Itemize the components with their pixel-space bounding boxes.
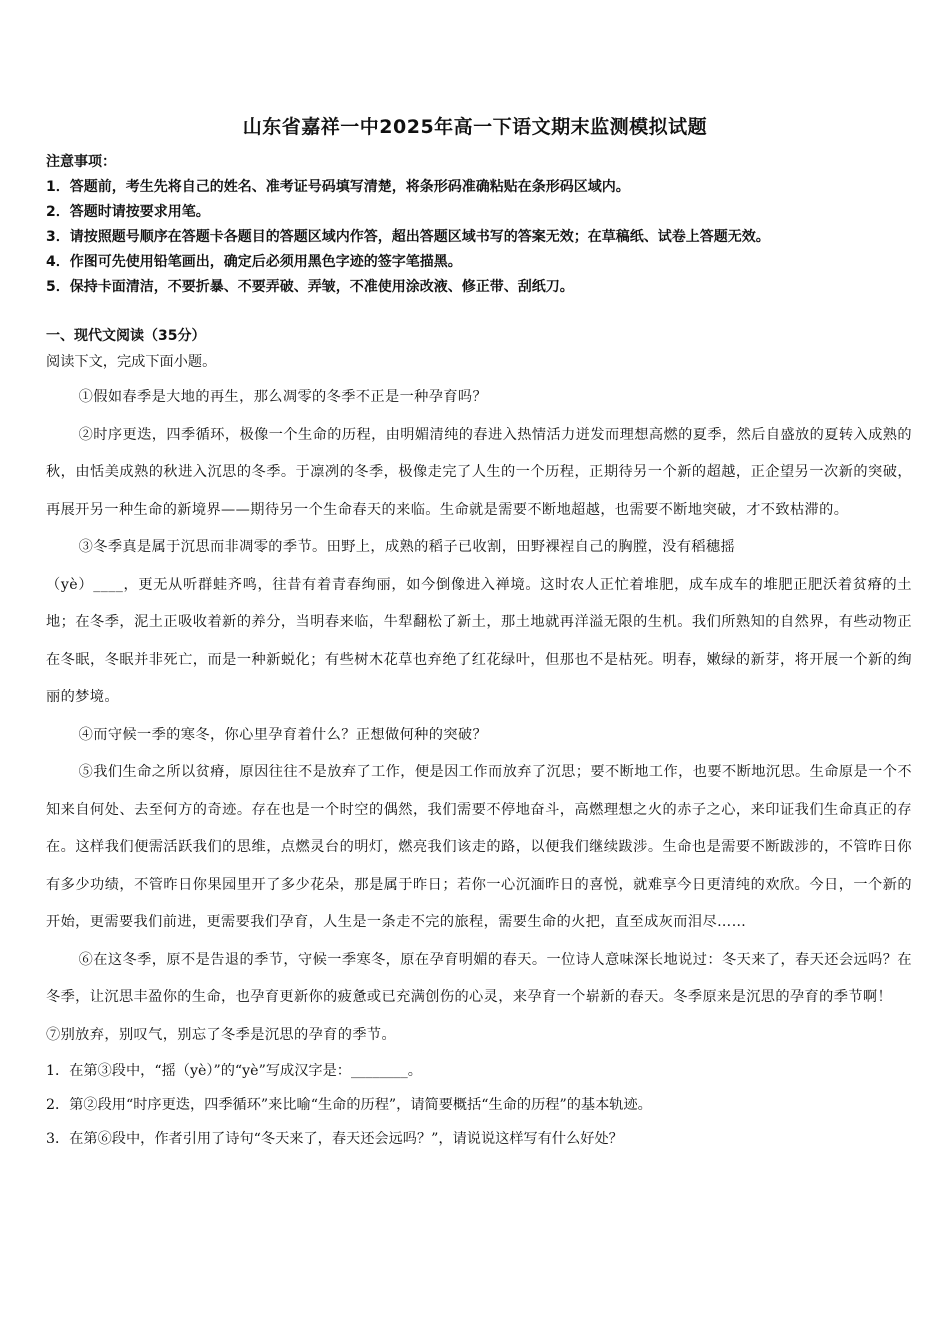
notice-item: 3．请按照题号顺序在答题卡各题目的答题区域内作答，超出答题区域书写的答案无效；在草稿纸、试卷上答题无效。	[46, 229, 770, 245]
question-item: 3．在第⑥段中，作者引用了诗句“冬天来了，春天还会远吗？”，请说说这样写有什么好处？	[46, 1131, 623, 1147]
section-instruction: 阅读下文，完成下面小题。	[46, 354, 217, 370]
passage-paragraph: ③冬季真是属于沉思而非凋零的季节。田野上，成熟的稻子已收割，田野裸裎自己的胸膛，没有稻穗摇	[78, 539, 736, 555]
passage-paragraph: ⑤我们生命之所以贫瘠，原因往往不是放弃了工作，便是因工作而放弃了沉思；要不断地工作，也要不断地沉思。生命原是一个不知来自何处、去至何方的奇迹。存在也是一个时空的偶然，我们需要不停地奋斗，高燃理想之火的赤子之心，来印证我们生命真正的存在。这样我们便需活跃我们的思维，点燃灵台的明灯，燃亮我们该走的路，以便我们继续跋涉。生命也是需要不断跋涉的，不管昨日你有多少功绩，不管昨日你果园里开了多少花朵，那是属于昨日；若你一心沉湎昨日的喜悦，就难享今日更清纯的欢欣。今日，一个新的开始，更需要我们前进，更需要我们孕育，人生是一条走不完的旅程，需要生命的火把，直至成灰而泪尽……	[46, 764, 912, 930]
notice-block	[46, 150, 916, 300]
question-item: 1．在第③段中，“摇（yè）”的“yè”写成汉字是：________。	[46, 1063, 422, 1079]
passage-paragraph: ⑦别放弃，别叹气，别忘了冬季是沉思的孕育的季节。	[46, 1026, 397, 1043]
notice-item: 5．保持卡面清洁，不要折暴、不要弄破、弄皱，不准使用涂改液、修正带、刮纸刀。	[46, 279, 574, 295]
passage-paragraph: ②时序更迭，四季循环，极像一个生命的历程，由明媚清纯的春进入热情活力迸发而理想高燃的夏季，然后自盛放的夏转入成熟的秋，由恬美成熟的秋进入沉思的冬季。于凛冽的冬季，极像走完了人生的一个历程，正期待另一个新的超越，正企望另一次新的突破，再展开另一种生命的新境界——期待另一个生命春天的来临。生命就是需要不断地超越，也需要不断地突破，才不致枯滞的。	[46, 426, 912, 518]
notice-item: 1．答题前，考生先将自己的姓名、准考证号码填写清楚，将条形码准确粘贴在条形码区域内。	[46, 179, 630, 195]
passage-paragraph: ⑥在这冬季，原不是告退的季节，守候一季寒冬，原在孕育明媚的春天。一位诗人意味深长地说过：冬天来了，春天还会远吗？在冬季，让沉思丰盈你的生命，也孕育更新你的疲惫或已充满创伤的心灵，来孕育一个崭新的春天。冬季原来是沉思的孕育的季节啊！	[46, 951, 912, 1005]
passage-paragraph: （yè）____，更无从听群蛙齐鸣，往昔有着青春绚丽，如今倒像进入禅境。这时农人正忙着堆肥，成车成车的堆肥正肥沃着贫瘠的土地；在冬季，泥土正吸收着新的养分，当明春来临，牛犁翻松了新土，那土地就再洋溢无限的生机。我们所熟知的自然界，有些动物正在冬眠，冬眠并非死亡，而是一种新蜕化；有些树木花草也弃绝了红花绿叶，但那也不是枯死。明春，嫩绿的新芽，将开展一个新的绚丽的梦境。	[46, 576, 912, 705]
notice-item: 4．作图可先使用铅笔画出，确定后必须用黑色字迹的签字笔描黑。	[46, 254, 462, 270]
question-item: 2．第②段用“时序更迭，四季循环”来比喻“生命的历程”，请简要概括“生命的历程”的基本轨迹。	[46, 1097, 652, 1113]
passage-paragraph: ①假如春季是大地的再生，那么凋零的冬季不正是一种孕育吗？	[78, 389, 488, 405]
passage-paragraph: ④而守候一季的寒冬，你心里孕育着什么？正想做何种的突破？	[78, 726, 488, 743]
page-title: 山东省嘉祥一中2025年高一下语文期末监测模拟试题	[242, 116, 708, 138]
section-heading: 一、现代文阅读（35分）	[46, 328, 206, 344]
reading-section	[46, 323, 912, 1156]
notice-item: 2．答题时请按要求用笔。	[46, 204, 210, 220]
notice-heading: 注意事项：	[46, 154, 116, 170]
